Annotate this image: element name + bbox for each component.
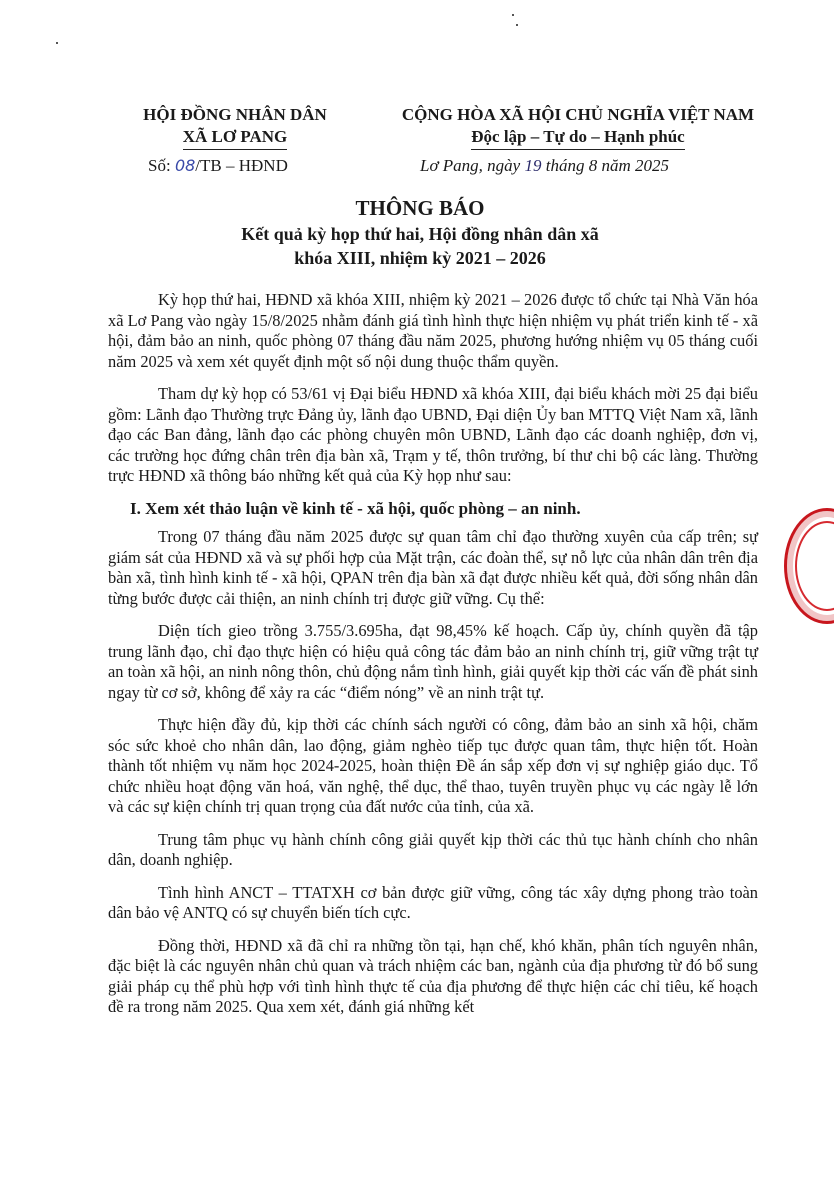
- document-date: [420, 156, 669, 176]
- paragraph-social: Thực hiện đầy đủ, kịp thời các chính sách người có công, đảm bảo an sinh xã hội, chăm sóc sức khoẻ cho nhân dân, lao động, giảm nghèo tiếp tục được quan tâm, thực hiện tốt. Hoàn thành tốt nhiệm vụ năm học 2024-2025, hoàn thiện Đề án sắp xếp đơn vị sự nghiệp giáo dục. Tổ chức nhiều hoạt động văn hoá, văn nghệ, thể dục, thể thao, tuyên truyền phục vụ các ngày lễ lớn và các sự kiện chính trị quan trọng của đất nước của tỉnh, của xã.: [108, 715, 758, 816]
- title-sub1: Kết quả kỳ họp thứ hai, Hội đồng nhân dân xã: [241, 224, 599, 244]
- paragraph-admin-center: Trung tâm phục vụ hành chính công giải quyết kịp thời các thủ tục hành chính cho nhân dân, doanh nghiệp.: [108, 829, 758, 869]
- date-prefix: Lơ Pang, ngày: [420, 156, 525, 175]
- paragraph-agriculture: Diện tích gieo trồng 3.755/3.695ha, đạt 98,45% kế hoạch. Cấp ủy, chính quyền đã tập trung lãnh đạo, chỉ đạo thực hiện có hiệu quả công tác đảm bảo an ninh chính trị, giữ vững trật tự an toàn xã hội, an ninh nông thôn, chủ động nắm tình hình, giải quyết kịp thời các vấn đề phát sinh ngay từ cơ sở, không để xảy ra các “điểm nóng” về an ninh trật tự.: [108, 621, 758, 702]
- issuing-authority: [120, 104, 350, 150]
- title-main: THÔNG BÁO: [355, 196, 485, 220]
- title-sub2: khóa XIII, nhiệm kỳ 2021 – 2026: [294, 248, 546, 268]
- section-heading-1: I. Xem xét thảo luận về kinh tế - xã hội, quốc phòng – an ninh.: [130, 498, 581, 518]
- document-title: [180, 194, 660, 270]
- national-header: [378, 104, 778, 150]
- date-day-handwritten: 19: [524, 156, 542, 175]
- paragraph-attendance: Tham dự kỳ họp có 53/61 vị Đại biểu HĐND xã khóa XIII, đại biểu khách mời 25 đại biểu gồm: Lãnh đạo Thường trực Đảng ủy, lãnh đạo UBND, Đại diện Ủy ban MTTQ Việt Nam xã, lãnh đạo các Ban đảng, lãnh đạo các phòng chuyên môn UBND, Lãnh đạo các doanh nghiệp, đơn vị, các trường học đứng chân trên địa bàn xã, Trạm y tế, thôn trưởng, bí thư chi bộ các làng. Thường trực HĐND xã thông báo những kết quả của Kỳ họp như sau:: [108, 384, 758, 485]
- paragraph-security: Tình hình ANCT – TTATXH cơ bản được giữ vững, công tác xây dựng phong trào toàn dân bảo vệ ANTQ có sự chuyển biến tích cực.: [108, 882, 758, 922]
- country-name: CỘNG HÒA XÃ HỘI CHỦ NGHĨA VIỆT NAM: [401, 105, 755, 124]
- national-motto: Độc lập – Tự do – Hạnh phúc: [471, 126, 684, 150]
- date-rest: tháng 8 năm 2025: [541, 156, 669, 175]
- paragraph-shortcomings: Đồng thời, HĐND xã đã chỉ ra những tồn tại, hạn chế, khó khăn, phân tích nguyên nhân, đặc biệt là các nguyên nhân chủ quan và trách nhiệm các ban, ngành của địa phương từ đó bổ sung giải pháp cụ thể phù hợp với tình hình thực tế của địa phương để thực hiện các chỉ tiêu, kế hoạch đề ra trong năm 2025. Qua xem xét, đánh giá những kết: [108, 935, 758, 1016]
- authority-line2: XÃ LƠ PANG: [183, 126, 288, 150]
- official-seal-stamp: [784, 508, 834, 624]
- scan-speck: [512, 14, 514, 16]
- paragraph-overview: Trong 07 tháng đầu năm 2025 được sự quan tâm chỉ đạo thường xuyên của cấp trên; sự giám sát của HĐND xã và sự phối hợp của Mặt trận, các đoàn thể, sự nỗ lực của nhân dân trên địa bàn xã, tình hình kinh tế - xã hội, QPAN trên địa bàn xã đạt được nhiều kết quả, đời sống nhân dân từng bước được cải thiện, an ninh chính trị được giữ vững. Cụ thể:: [108, 527, 758, 608]
- scan-speck: [56, 42, 58, 44]
- paragraph-intro: Kỳ họp thứ hai, HĐND xã khóa XIII, nhiệm kỳ 2021 – 2026 được tổ chức tại Nhà Văn hóa xã Lơ Pang vào ngày 15/8/2025 nhằm đánh giá tình hình thực hiện nhiệm vụ phát triển kinh tế - xã hội, đảm bảo an ninh, quốc phòng 07 tháng đầu năm 2025, phương hướng nhiệm vụ 05 tháng cuối năm 2025 và xem xét quyết định một số nội dung thuộc thẩm quyền.: [108, 290, 758, 371]
- doc-no-suffix: /TB – HĐND: [195, 156, 288, 175]
- seal-inner-ring: [795, 521, 834, 611]
- authority-line1: HỘI ĐỒNG NHÂN DÂN: [143, 105, 327, 124]
- doc-no-handwritten: 08: [174, 156, 196, 175]
- scan-speck: [516, 24, 518, 26]
- document-number: [148, 156, 288, 176]
- document-body: [108, 290, 758, 1030]
- doc-no-prefix: Số:: [148, 156, 175, 175]
